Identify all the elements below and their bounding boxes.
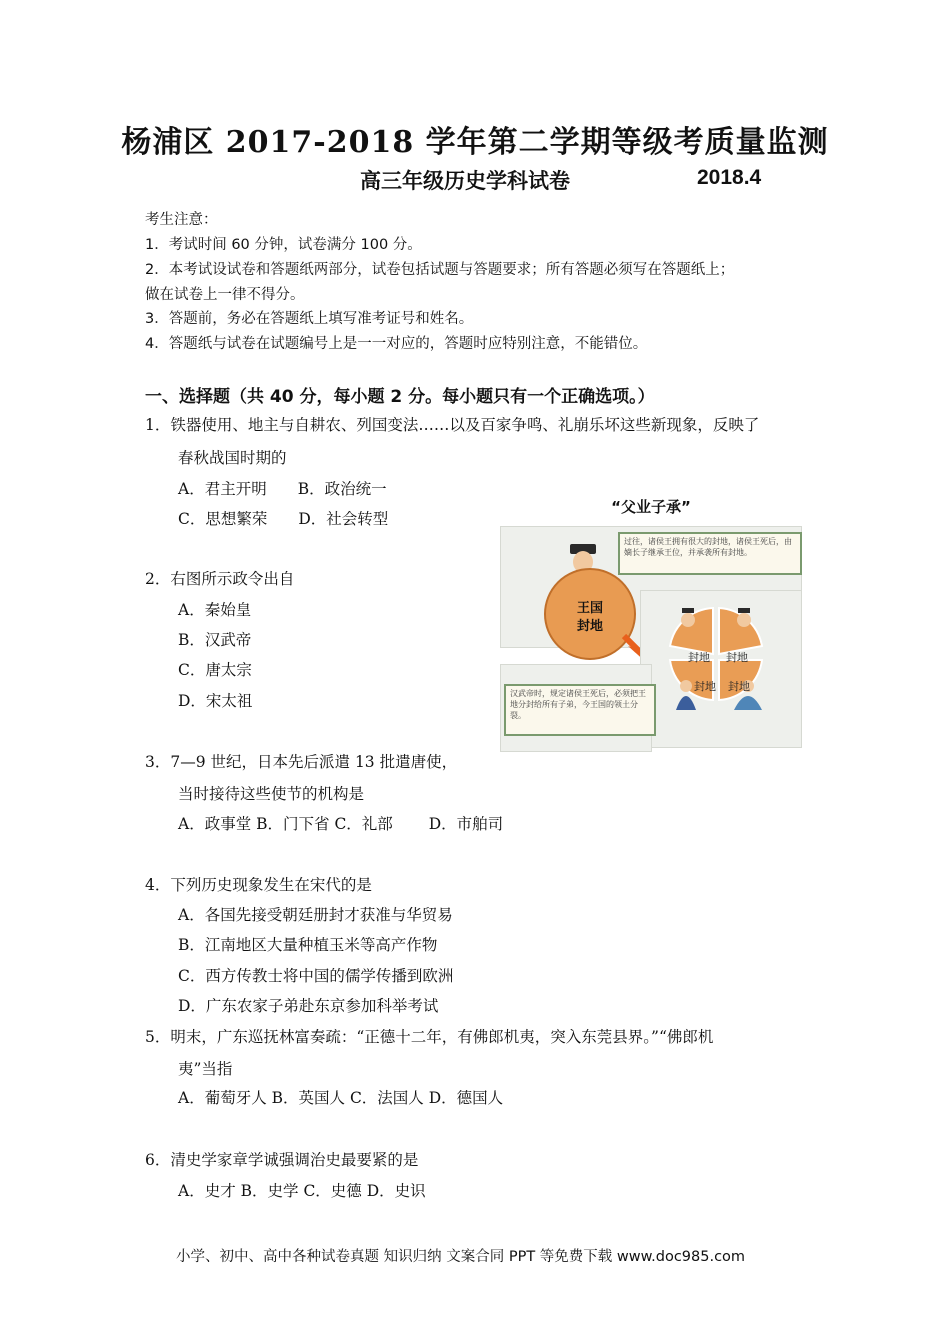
q1-stem-cont: 春秋战国时期的 (178, 449, 287, 467)
q4-stem: 4．下列历史现象发生在宋代的是 (145, 876, 372, 894)
q2-option-b: B．汉武帝 (178, 631, 252, 649)
figure-fiefs (498, 496, 804, 754)
q5-options: A．葡萄牙人 B．英国人 C．法国人 D．德国人 (178, 1089, 504, 1107)
notice-item-2-cont: 做在试卷上一律不得分。 (145, 287, 305, 303)
fief-label-2: 封地 (726, 651, 748, 664)
q3-stem-cont: 当时接待这些使节的机构是 (178, 785, 365, 803)
section-heading: 一、选择题（共 40 分，每小题 2 分。每小题只有一个正确选项。） (145, 387, 655, 407)
q6-stem: 6．清史学家章学诚强调治史最要紧的是 (145, 1151, 419, 1169)
figure-inheritance (498, 496, 804, 754)
kingdom-label: 王国 封地 (576, 601, 603, 634)
q4-option-c: C．西方传教士将中国的儒学传播到欧洲 (178, 967, 454, 985)
q1-options-row2: C．思想繁荣 D．社会转型 (178, 510, 389, 528)
notice-item-3: 3．答题前，务必在答题纸上填写准考证号和姓名。 (145, 311, 474, 327)
fief-label-4: 封地 (728, 680, 750, 693)
fief-label-3: 封地 (694, 680, 716, 693)
q2-option-a: A．秦始皇 (178, 601, 252, 619)
q4-option-d: D．广东农家子弟赴东京参加科举考试 (178, 997, 439, 1015)
exam-date: 2018.4 (697, 166, 762, 189)
q3-stem: 3．7—9 世纪，日本先后派遣 13 批遣唐使， (145, 753, 458, 771)
figure-title: “父业子承” (611, 498, 691, 516)
notice-item-2: 2．本考试设试卷和答题纸两部分，试卷包括试题与答题要求；所有答题必须写在答题纸上； (145, 262, 735, 278)
notice-item-1: 1．考试时间 60 分钟，试卷满分 100 分。 (145, 237, 422, 253)
footer-text: 小学、初中、高中各种试卷真题 知识归纳 文案合同 PPT 等免费下载 www.doc985.com (176, 1249, 746, 1265)
notice-item-4: 4．答题纸与试卷在试题编号上是一一对应的，答题时应特别注意，不能错位。 (145, 336, 648, 352)
q2-option-d: D．宋太祖 (178, 692, 253, 710)
q5-stem: 5．明末，广东巡抚林富奏疏：“正德十二年，有佛郎机夷，突入东莞县界。”“佛郎机 (145, 1028, 714, 1046)
q2-stem: 2．右图所示政令出自 (145, 570, 295, 588)
q2-option-c: C．唐太宗 (178, 661, 252, 679)
q6-options: A．史才 B．史学 C．史德 D．史识 (178, 1182, 426, 1200)
figure-note-top: 过往，诸侯王拥有很大的封地，诸侯王死后，由嫡长子继承王位，并承袭所有封地。 (618, 532, 802, 575)
q3-options: A．政事堂 B．门下省 C．礼部 D．市舶司 (178, 815, 504, 833)
exam-subtitle: 高三年级历史学科试卷 (360, 168, 570, 193)
exam-title: 杨浦区 2017-2018 学年第二学期等级考质量监测 (121, 125, 829, 160)
q1-stem: 1．铁器使用、地主与自耕农、列国变法……以及百家争鸣、礼崩乐坏这些新现象，反映了 (145, 416, 760, 434)
fief-label-1: 封地 (688, 651, 710, 664)
figure-note-bottom: 汉武帝时，规定诸侯王死后，必须把王地分封给所有子弟，今王国的领土分裂。 (504, 684, 656, 736)
q4-option-a: A．各国先接受朝廷册封才获准与华贸易 (178, 906, 453, 924)
q5-stem-cont: 夷”当指 (178, 1060, 233, 1078)
q1-options-row1: A．君主开明 B．政治统一 (178, 480, 387, 498)
q4-option-b: B．江南地区大量种植玉米等高产作物 (178, 936, 438, 954)
notice-heading: 考生注意： (145, 212, 218, 228)
